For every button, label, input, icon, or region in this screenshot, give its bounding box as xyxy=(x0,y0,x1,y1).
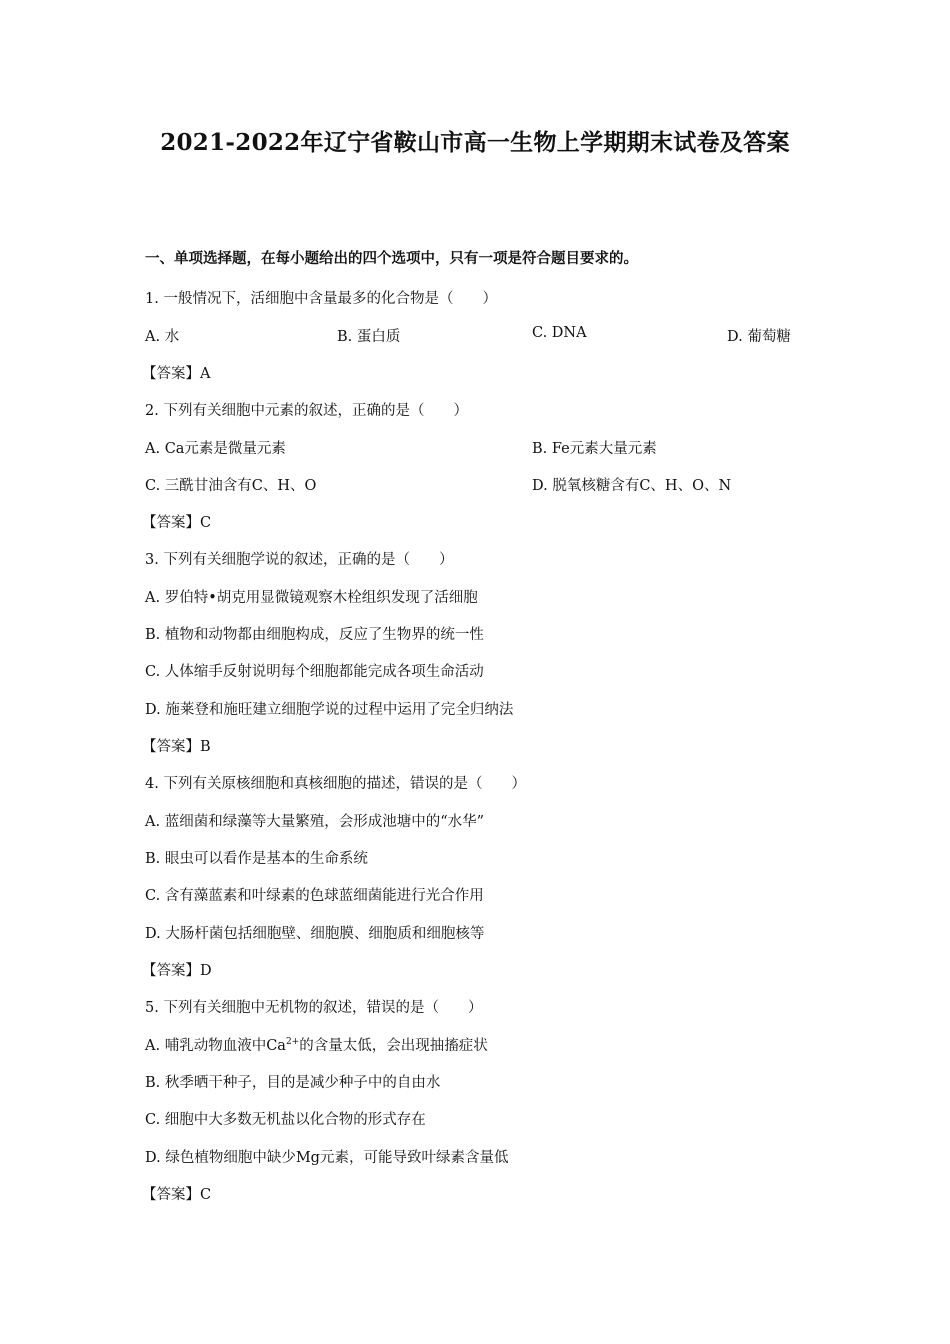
question-5-option-a-rest: 的含量太低，会出现抽搐症状 xyxy=(299,1038,488,1054)
document-title: 2021-2022年辽宁省鞍山市高一生物上学期期末试卷及答案 xyxy=(160,129,790,156)
question-5-option-a-text: A. 哺乳动物血液中Ca xyxy=(145,1038,286,1054)
calcium-ion-charge: 2+ xyxy=(285,1037,300,1047)
question-3-option-a: A. 罗伯特•胡克用显微镜观察木栓组织发现了活细胞 xyxy=(145,590,478,606)
question-2-option-c: C. 三酰甘油含有C、H、O xyxy=(145,478,317,494)
question-1-answer: 【答案】A xyxy=(142,366,211,382)
question-4-answer: 【答案】D xyxy=(142,963,212,979)
question-1-stem: 1. 一般情况下，活细胞中含量最多的化合物是（ ） xyxy=(145,291,497,307)
question-4-stem: 4. 下列有关原核细胞和真核细胞的描述，错误的是（ ） xyxy=(145,776,526,792)
question-1-option-c: C. DNA xyxy=(532,325,587,341)
question-4-option-b: B. 眼虫可以看作是基本的生命系统 xyxy=(145,851,368,867)
question-5-option-b: B. 秋季晒干种子，目的是减少种子中的自由水 xyxy=(145,1075,441,1091)
question-3-answer: 【答案】B xyxy=(142,739,211,755)
question-3-option-c: C. 人体缩手反射说明每个细胞都能完成各项生命活动 xyxy=(145,664,484,680)
question-3-option-d: D. 施莱登和施旺建立细胞学说的过程中运用了完全归纳法 xyxy=(145,702,514,718)
question-2-answer: 【答案】C xyxy=(142,515,212,531)
question-2-option-b: B. Fe元素大量元素 xyxy=(532,441,657,457)
question-5-option-a xyxy=(145,1034,488,1055)
question-2-option-d: D. 脱氧核糖含有C、H、O、N xyxy=(532,478,732,494)
question-5-option-c: C. 细胞中大多数无机盐以化合物的形式存在 xyxy=(145,1112,426,1128)
question-2-stem: 2. 下列有关细胞中元素的叙述，正确的是（ ） xyxy=(145,403,468,419)
question-4-option-c: C. 含有藻蓝素和叶绿素的色球蓝细菌能进行光合作用 xyxy=(145,888,484,904)
question-3-option-b: B. 植物和动物都由细胞构成，反应了生物界的统一性 xyxy=(145,627,484,643)
section-heading: 一、单项选择题，在每小题给出的四个选项中，只有一项是符合题目要求的。 xyxy=(145,250,638,267)
question-2-option-a: A. Ca元素是微量元素 xyxy=(145,441,286,457)
question-1-option-b: B. 蛋白质 xyxy=(337,329,401,345)
question-1-option-d: D. 葡萄糖 xyxy=(727,329,791,345)
question-5-option-d: D. 绿色植物细胞中缺少Mg元素，可能导致叶绿素含量低 xyxy=(145,1150,509,1166)
question-1-option-a: A. 水 xyxy=(145,329,180,345)
question-5-stem: 5. 下列有关细胞中无机物的叙述，错误的是（ ） xyxy=(145,1000,483,1016)
question-4-option-a: A. 蓝细菌和绿藻等大量繁殖，会形成池塘中的“水华” xyxy=(145,814,485,830)
question-3-stem: 3. 下列有关细胞学说的叙述，正确的是（ ） xyxy=(145,552,454,568)
question-5-answer: 【答案】C xyxy=(142,1187,212,1203)
question-4-option-d: D. 大肠杆菌包括细胞壁、细胞膜、细胞质和细胞核等 xyxy=(145,926,485,942)
